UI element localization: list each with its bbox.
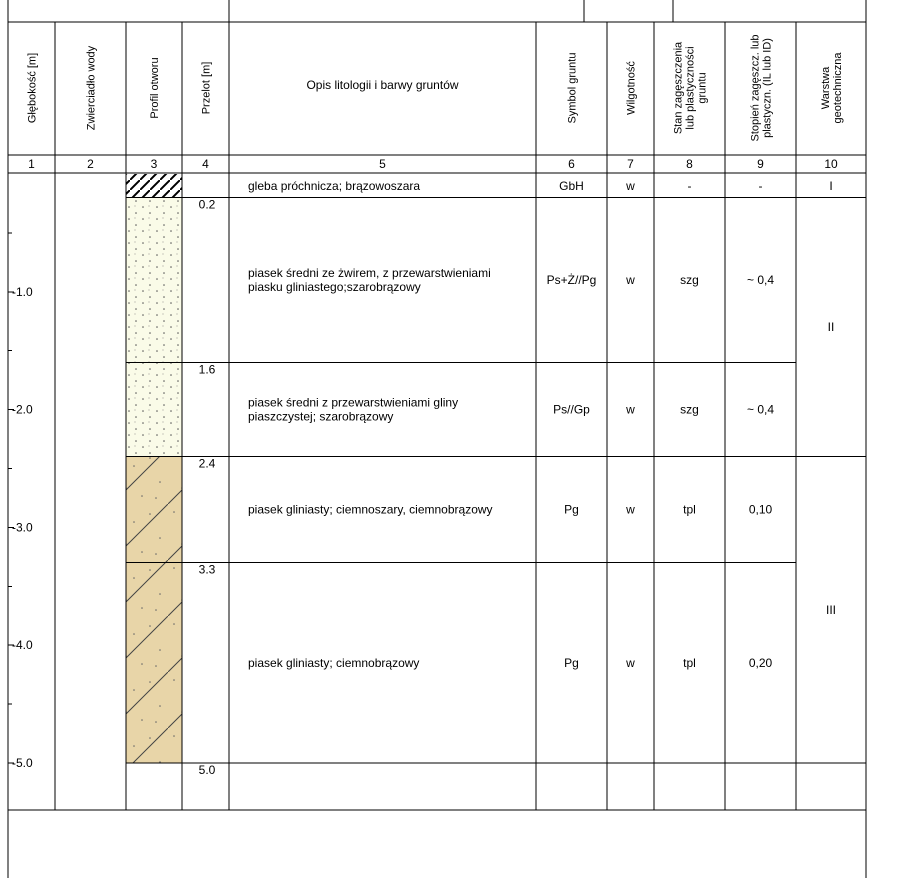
layer-state: tpl [683,655,696,670]
layer-moisture: w [626,502,635,517]
layer-bottom-depth: 2.4 [198,456,216,471]
depth-label: -4.0 [12,638,33,653]
col-header-2: Zwierciadło wody [85,45,98,131]
profile-pattern-4 [126,457,182,563]
col-number-7: 7 [627,157,634,171]
layer-state: szg [680,273,699,288]
layer-state: tpl [683,502,696,517]
layer-moisture: w [626,273,635,288]
layer-symbol: Pg [564,655,579,670]
layer-index: 0,10 [748,502,773,517]
layer-index: ~ 0,4 [746,273,775,288]
col-header-8: Stan zagęszczenia [672,41,685,135]
col-header-8: lub plastyczności [684,46,697,130]
col-number-2: 2 [87,157,94,171]
depth-label: -1.0 [12,284,33,299]
layer-index: 0,20 [748,655,773,670]
col-header-4: Przelot [m] [200,61,213,115]
layer-moisture: w [626,655,635,670]
geo-layer-label: III [825,602,837,617]
layer-index: - [758,178,763,193]
col-header-5: Opis litologii i barwy gruntów [306,78,459,92]
layer-symbol: Ps+Ż//Pg [546,273,597,288]
col-number-4: 4 [202,157,209,171]
col-header-9: plastyczn. (IL lub ID) [761,38,774,138]
col-number-9: 9 [757,157,764,171]
col-number-3: 3 [150,157,158,171]
col-number-1: 1 [28,157,35,171]
col-header-1: Głębokość [m] [26,52,39,124]
layer-index: ~ 0,4 [746,402,775,417]
layer-bottom-depth: 0.2 [198,197,216,212]
layer-symbol: GbH [559,178,584,193]
layer-bottom-depth: 1.6 [198,362,216,377]
col-number-6: 6 [568,157,575,171]
col-header-7: Wilgotność [625,61,638,115]
profile-pattern-5 [126,563,182,763]
depth-label: -2.0 [12,402,33,417]
layer-state: szg [680,402,699,417]
profile-pattern-3 [126,362,182,456]
layer-symbol: Pg [564,502,579,517]
col-number-8: 8 [686,157,693,171]
layer-description: piasku gliniastego;szarobrązowy [248,280,421,295]
layer-description: piasek średni z przewarstwieniami gliny [248,395,459,410]
profile-pattern-2 [126,198,182,363]
col-number-5: 5 [379,157,386,171]
layer-moisture: w [626,178,635,193]
col-header-10: geotechniczna [832,52,844,124]
geo-layer-label: I [829,178,833,193]
profile-pattern-1 [126,174,182,198]
col-number-10: 10 [824,157,838,171]
depth-label: -3.0 [12,520,33,535]
layer-symbol: Ps//Gp [553,402,590,417]
col-header-9: Stopień zagęszcz. lub [749,34,762,142]
depth-label: -5.0 [12,756,33,770]
layer-description: piasek średni ze żwirem, z przewarstwieniami [248,266,491,281]
col-header-3: Profil otworu [149,57,161,119]
layer-state: - [687,178,692,193]
layer-description: gleba próchnicza; brązowoszara [248,178,421,193]
col-header-8: gruntu [696,72,709,104]
geo-layer-label: II [827,320,835,335]
layer-bottom-depth: 3.3 [198,562,216,577]
layer-description: piasek gliniasty; ciemnobrązowy [248,655,420,670]
layer-description: piasek gliniasty; ciemnoszary, ciemnobrązowy [248,502,493,517]
layer-moisture: w [626,402,635,417]
col-header-6: Symbol gruntu [566,52,579,124]
profile-fills [126,174,182,763]
col-header-10: Warstwa [820,66,832,110]
layer-description: piaszczystej; szarobrązowy [248,409,394,424]
layer-bottom-depth: 5.0 [198,763,216,777]
